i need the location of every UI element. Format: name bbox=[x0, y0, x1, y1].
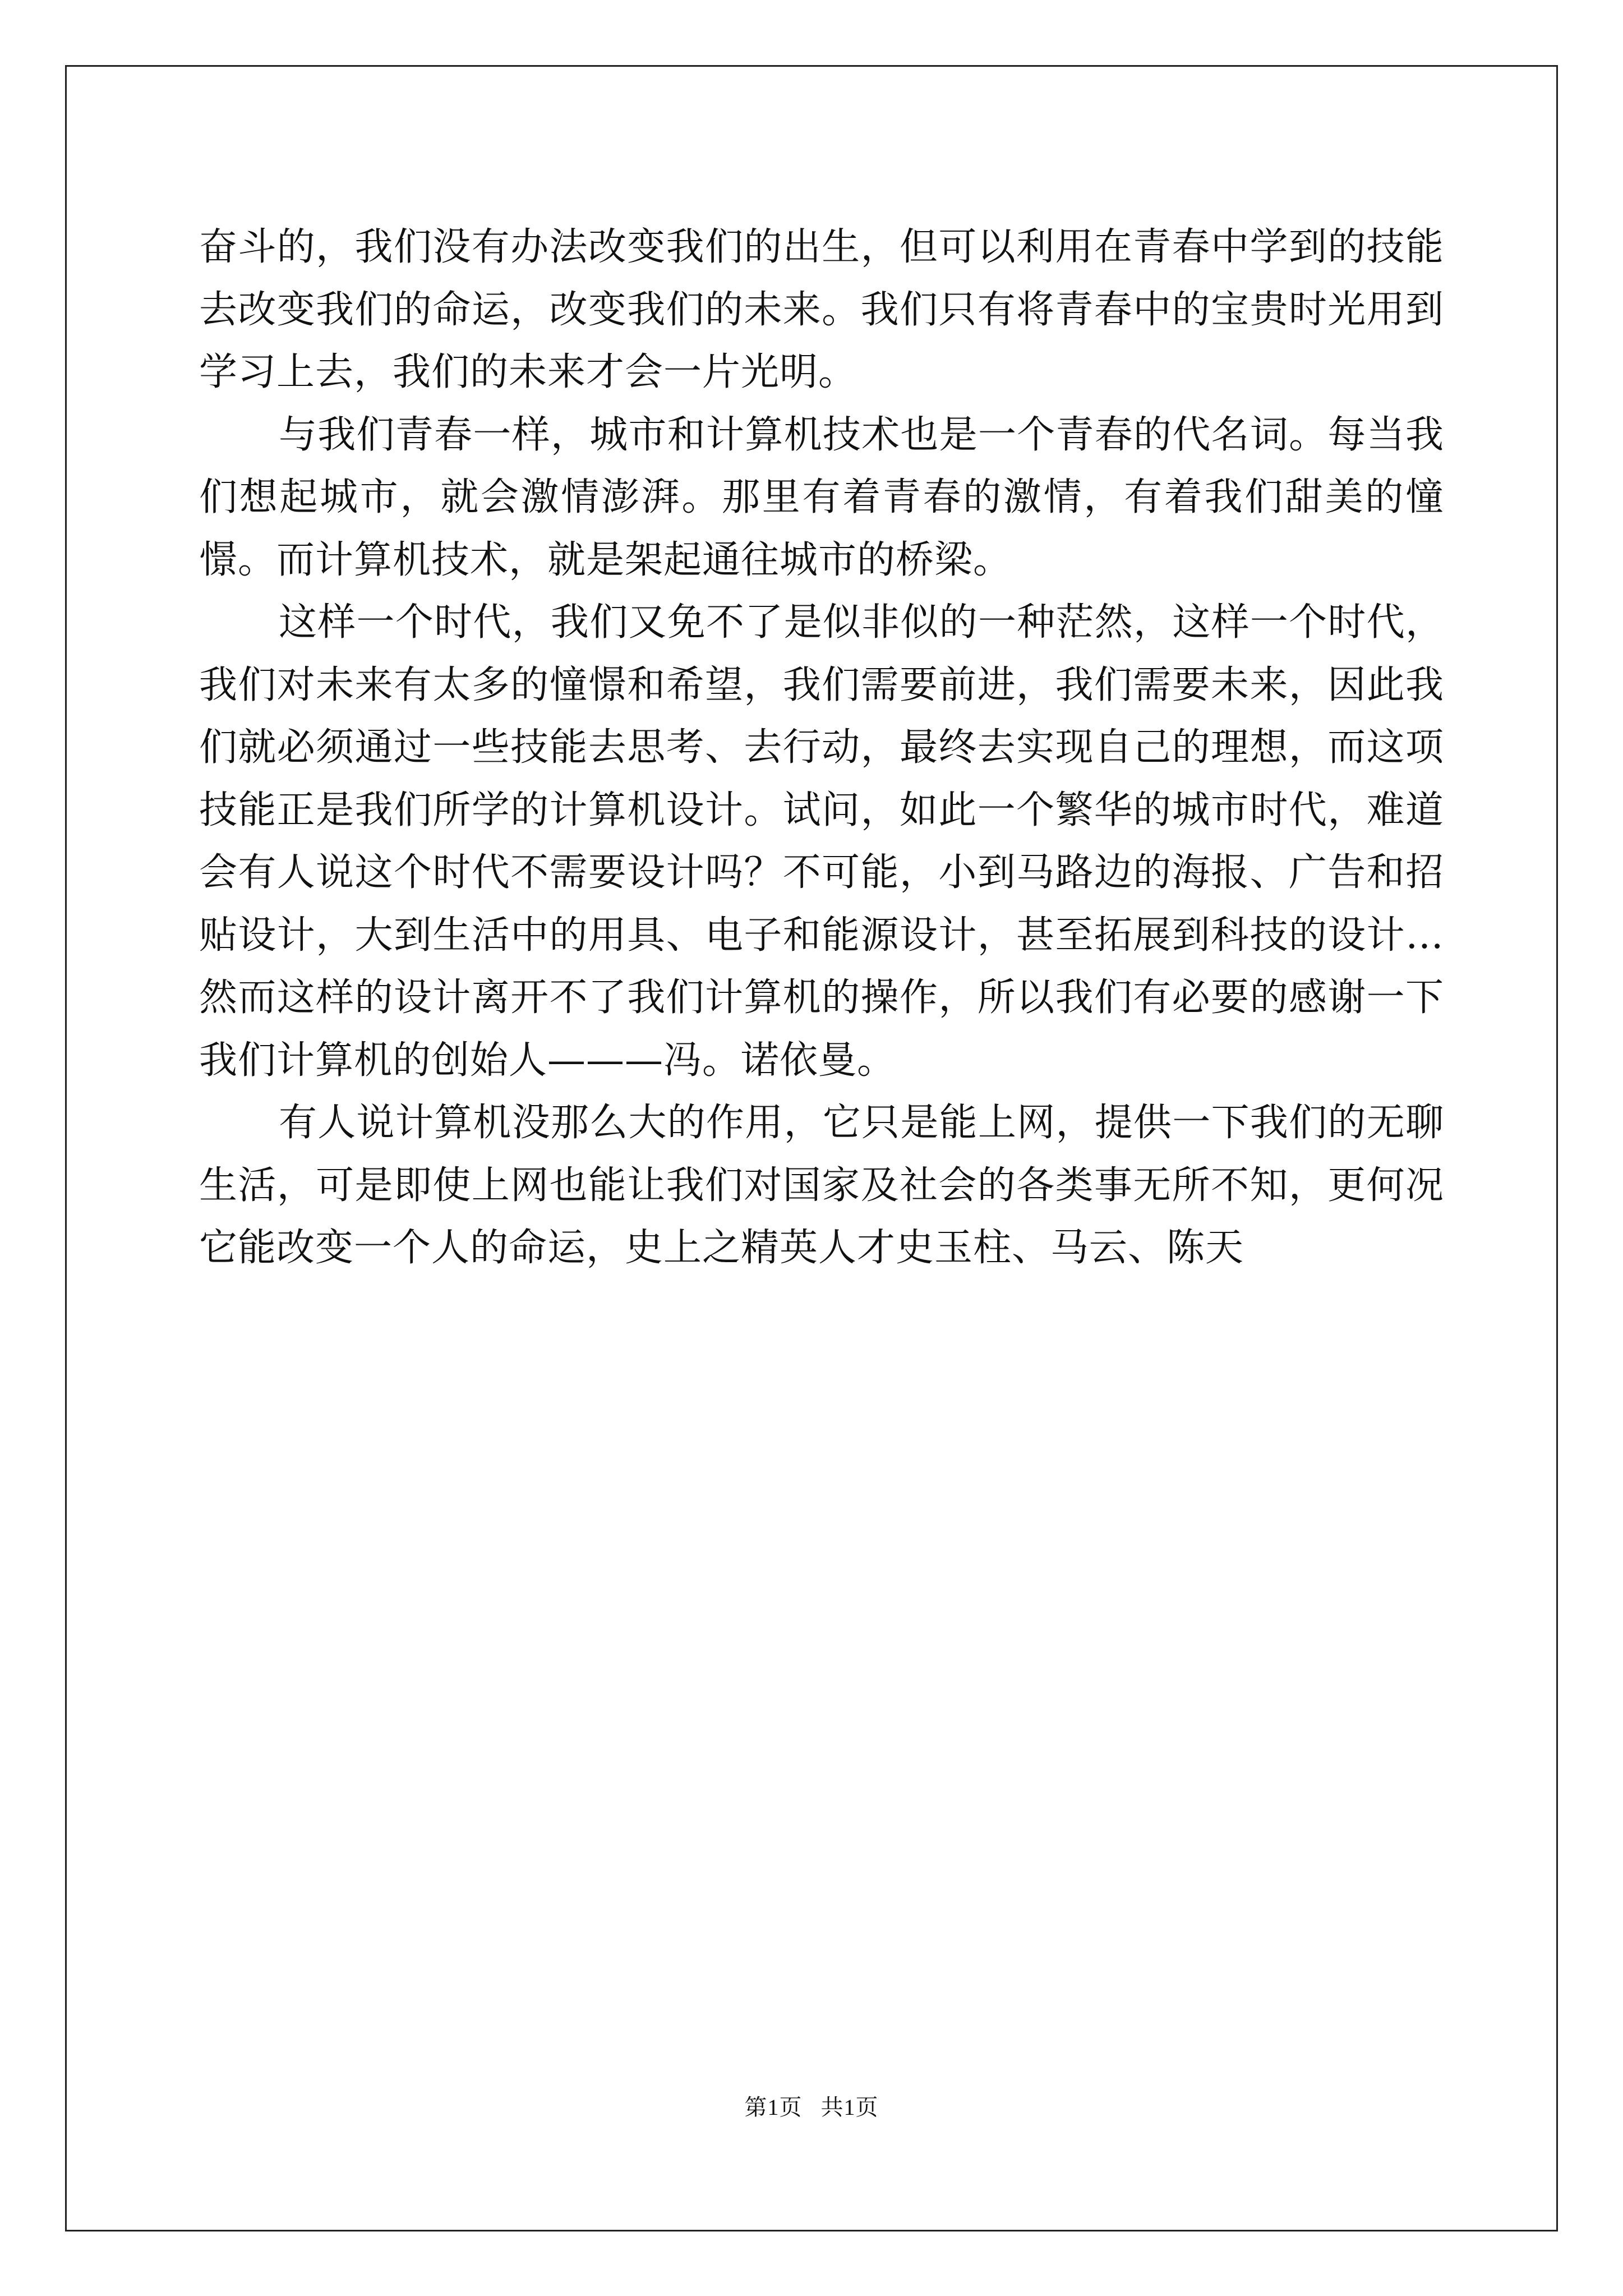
page-footer bbox=[0, 2090, 1623, 2122]
page-number: 第1页 bbox=[744, 2095, 803, 2120]
document-body bbox=[199, 216, 1444, 1280]
paragraph-3: 这样一个时代，我们又免不了是似非似的一种茫然，这样一个时代，我们对未来有太多的憧憬和希望，我们需要前进，我们需要未来，因此我们就必须通过一些技能去思考、去行动，最终去实现自己的理想，而这项技能正是我们所学的计算机设计。试问，如此一个繁华的城市时代，难道会有人说这个时代不需要设计吗？不可能，小到马路边的海报、广告和招贴设计，大到生活中的用具、电子和能源设计，甚至拓展到科技的设计…然而这样的设计离开不了我们计算机的操作，所以我们有必要的感谢一下我们计算机的创始人———冯。诺依曼。 bbox=[199, 600, 1444, 1083]
footer-spacer bbox=[803, 2095, 821, 2120]
page-total: 共1页 bbox=[820, 2095, 879, 2120]
paragraph-4: 有人说计算机没那么大的作用，它只是能上网，提供一下我们的无聊生活，可是即使上网也能让我们对国家及社会的各类事无所不知，更何况它能改变一个人的命运，史上之精英人才史玉柱、马云、陈天 bbox=[199, 1101, 1444, 1270]
paragraph-2: 与我们青春一样，城市和计算机技术也是一个青春的代名词。每当我们想起城市，就会激情澎湃。那里有着青春的激情，有着我们甜美的憧憬。而计算机技术，就是架起通往城市的桥梁。 bbox=[199, 412, 1444, 582]
paragraph-1: 奋斗的，我们没有办法改变我们的出生，但可以利用在青春中学到的技能去改变我们的命运，改变我们的未来。我们只有将青春中的宝贵时光用到学习上去，我们的未来才会一片光明。 bbox=[199, 225, 1444, 394]
